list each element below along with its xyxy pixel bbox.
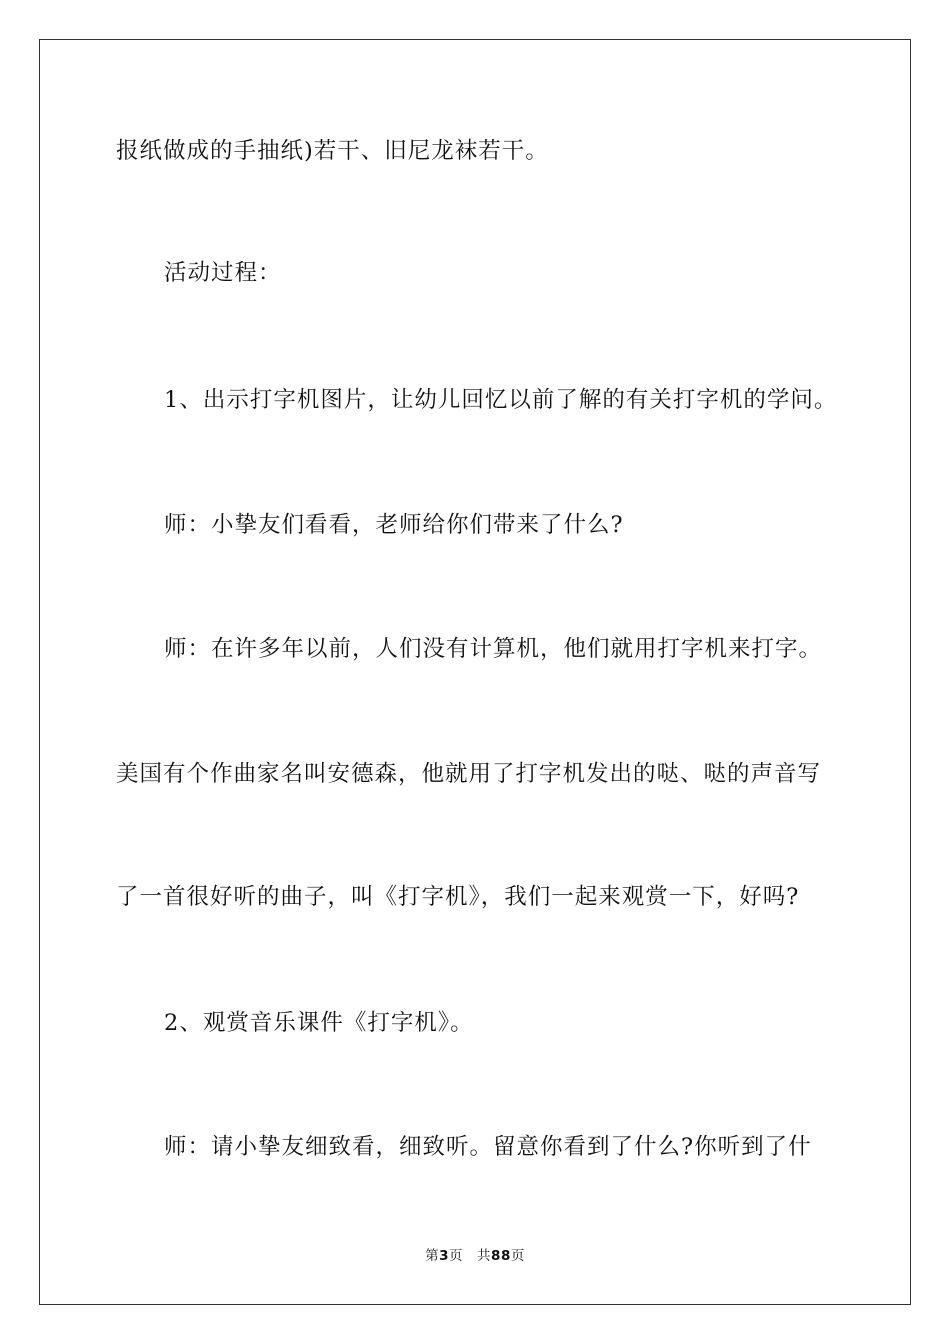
text-line-9: 师：请小挚友细致看，细致听。留意你看到了什么?你听到了什 (164, 1134, 812, 1160)
footer-page-number: 3 (439, 1248, 450, 1264)
text-line-6: 美国有个作曲家名叫安德森，他就用了打字机发出的哒、哒的声音写 (116, 761, 822, 787)
footer-page-prefix: 第 (425, 1248, 440, 1264)
footer-page-suffix: 页 (449, 1248, 464, 1264)
text-line-7: 了一首很好听的曲子，叫《打字机》，我们一起来观赏一下，好吗? (116, 884, 800, 910)
page-border (39, 39, 911, 1305)
page-footer (0, 1244, 950, 1264)
text-line-4: 师：小挚友们看看，老师给你们带来了什么? (164, 512, 624, 538)
footer-total-pages: 88 (491, 1248, 511, 1264)
text-line-2: 活动过程： (164, 260, 282, 286)
text-line-1: 报纸做成的手抽纸)若干、旧尼龙袜若干。 (116, 138, 549, 164)
footer-total-suffix: 页 (510, 1248, 525, 1264)
footer-total-prefix: 共 (477, 1248, 492, 1264)
text-line-8: 2、观赏音乐课件《打字机》。 (164, 1010, 474, 1036)
text-line-3: 1、出示打字机图片，让幼儿回忆以前了解的有关打字机的学问。 (164, 387, 838, 413)
text-line-5: 师：在许多年以前，人们没有计算机，他们就用打字机来打字。 (164, 636, 823, 662)
